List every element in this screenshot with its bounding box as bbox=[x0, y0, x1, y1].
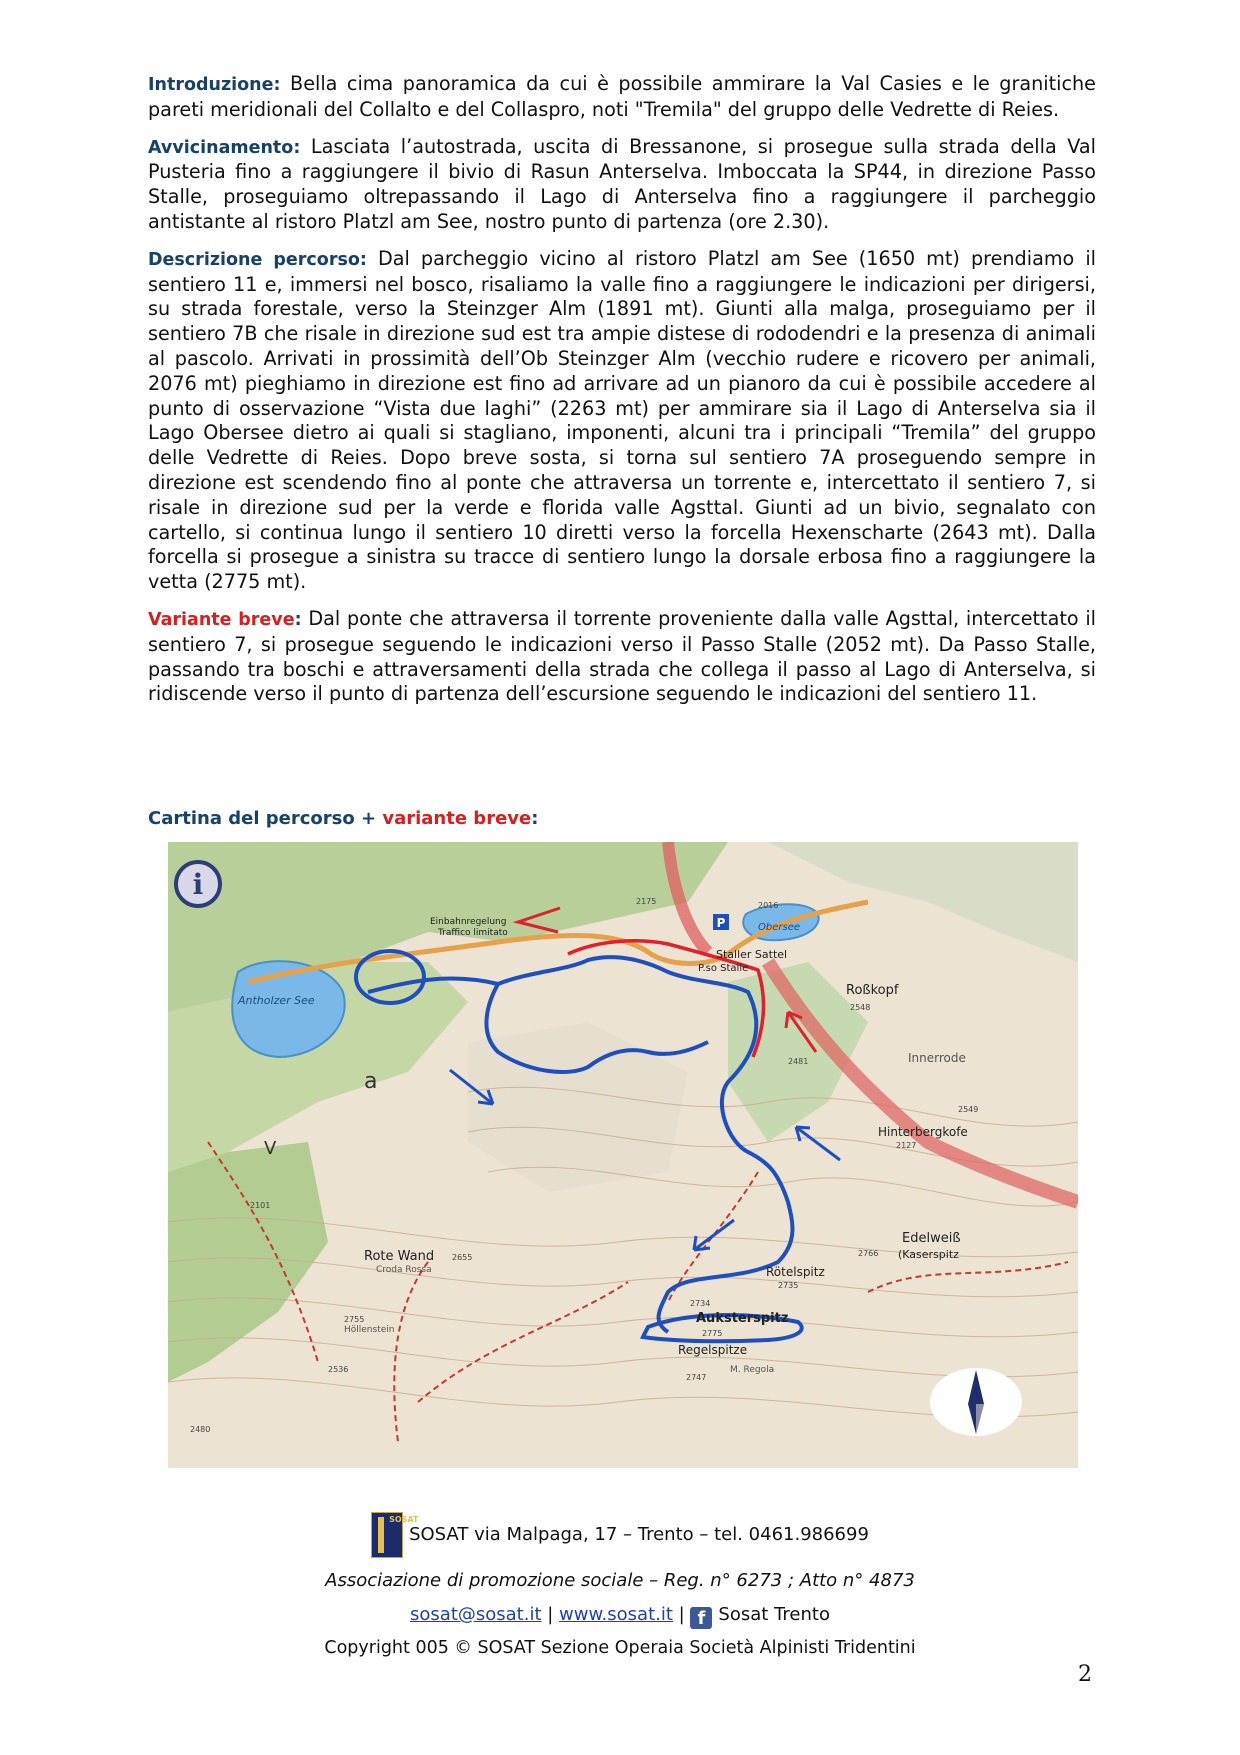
label-letter-a: a bbox=[364, 1069, 378, 1094]
label-rotewand: Rote Wand bbox=[364, 1249, 435, 1264]
variant-paragraph bbox=[148, 607, 1096, 707]
route-text: Dal parcheggio vicino al ristoro Platzl am See (1650 mt) prendiamo il sentiero 11 e, immersi nel bosco, risaliamo la valle fino a raggiungere le indicazioni per dirigersi, su strada forestale, verso la Steinzger Alm (1891 mt). Giunti alla malga, proseguiamo per il sentiero 7B che risale in direzione sud est tra ampie distese di rododendri e la presenza di animali al pascolo. Arrivati in prossimità dell’Ob Steinzger Alm (vecchio rudere e ricovero per animali, 2076 mt) pieghiamo in direzione est fino ad arrivare ad un pianoro da cui è possibile accedere al punto di osservazione “Vista due laghi” (2263 mt) per ammirare sia il Lago di Anterselva sia il Lago Obersee dietro ai quali si stagliano, imponenti, alcuni tra i principali “Tremila” del gruppo delle Vedrette di Reies. Dopo breve sosta, si torna sul sentiero 7A proseguendo sempre in direzione est scendendo fino al ponte che attraversa un torrente e, intercettato il sentiero 7, si risale in direzione sud per la verde e florida valle Agsttal. Giunti ad un bivio, segnalato con cartello, si continua lungo il sentiero 10 diretti verso la forcella Hexenscharte (2643 mt). Dalla forcella si prosegue a sinistra su tracce di sentiero lungo la dorsale erbosa fino a raggiungere la vetta (2775 mt). bbox=[148, 246, 1096, 594]
label-hinterberg: Hinterbergkofe bbox=[878, 1125, 968, 1139]
facebook-label[interactable]: Sosat Trento bbox=[718, 1604, 830, 1625]
document-body bbox=[148, 72, 1096, 719]
label-antholzer: Antholzer See bbox=[238, 994, 315, 1007]
elev-2480: 2480 bbox=[190, 1425, 211, 1434]
elev-2481: 2481 bbox=[788, 1057, 809, 1066]
footer-separator: | bbox=[672, 1604, 691, 1625]
sosat-logo-text: SOSAT bbox=[389, 1515, 419, 1524]
label-staller: Staller Sattel bbox=[716, 948, 788, 961]
route-paragraph bbox=[148, 247, 1096, 595]
label-letter-v: V bbox=[264, 1138, 277, 1159]
elev-2536: 2536 bbox=[328, 1365, 349, 1374]
label-hollenstein: Höllenstein bbox=[344, 1325, 395, 1335]
route-heading: Descrizione percorso: bbox=[148, 249, 367, 270]
footer-separator: | bbox=[541, 1604, 560, 1625]
elev-2101: 2101 bbox=[250, 1201, 271, 1210]
intro-heading: Introduzione: bbox=[148, 75, 281, 95]
facebook-icon[interactable]: f bbox=[690, 1607, 712, 1629]
intro-paragraph bbox=[148, 72, 1096, 123]
email-link[interactable]: sosat@sosat.it bbox=[410, 1604, 542, 1625]
footer-address: SOSAT via Malpaga, 17 – Trento – tel. 0461.986699 bbox=[409, 1524, 869, 1545]
label-passo: P.so Stalle bbox=[698, 963, 749, 974]
elev-2549: 2549 bbox=[958, 1105, 979, 1114]
route-map-svg bbox=[168, 842, 1078, 1468]
approach-heading: Avvicinamento: bbox=[148, 137, 301, 158]
elev-2734: 2734 bbox=[690, 1299, 711, 1308]
label-einbahn1: Einbahnregelung bbox=[430, 917, 507, 927]
footer-association: Associazione di promozione sociale – Reg. n° 6273 ; Atto n° 4873 bbox=[325, 1570, 915, 1591]
elev-2755: 2755 bbox=[344, 1315, 365, 1324]
elev-2127: 2127 bbox=[896, 1141, 917, 1150]
label-einbahn2: Traffico limitato bbox=[438, 928, 508, 938]
elev-2775: 2775 bbox=[702, 1329, 723, 1338]
footer-copyright: Copyright 005 © SOSAT Sezione Operaia Società Alpinisti Tridentini bbox=[324, 1638, 916, 1658]
approach-paragraph bbox=[148, 135, 1096, 235]
page-number: 2 bbox=[1078, 1662, 1092, 1687]
variant-heading: Variante breve bbox=[148, 609, 295, 630]
label-mregola: M. Regola bbox=[730, 1365, 775, 1375]
label-crodarossa: Croda Rossa bbox=[376, 1265, 432, 1275]
variant-colon: : bbox=[294, 609, 302, 630]
label-edelweiss: Edelweiß bbox=[902, 1231, 961, 1246]
label-auksterspitz: Auksterspitz bbox=[696, 1311, 789, 1326]
map-caption-part2: variante breve bbox=[382, 808, 532, 829]
info-symbol: i bbox=[192, 868, 204, 901]
elev-2766: 2766 bbox=[858, 1249, 879, 1258]
elev-2735: 2735 bbox=[778, 1281, 799, 1290]
elev-2747: 2747 bbox=[686, 1373, 707, 1382]
label-innerrode: Innerrode bbox=[908, 1051, 966, 1065]
approach-text: Lasciata l’autostrada, uscita di Bressanone, si prosegue sulla strada della Val Pusteria fino a raggiungere il bivio di Rasun Anterselva. Imboccata la SP44, in direzione Passo Stalle, proseguiamo oltrepassando il Lago di Anterselva fino a raggiungere il parcheggio antistante al ristoro Platzl am See, nostro punto di partenza (ore 2.30). bbox=[148, 134, 1096, 233]
route-map bbox=[168, 842, 1078, 1468]
elev-2548: 2548 bbox=[850, 1003, 871, 1012]
label-rosskopf: Roßkopf bbox=[846, 983, 899, 998]
label-regelspitze: Regelspitze bbox=[678, 1343, 748, 1357]
sosat-logo bbox=[371, 1512, 419, 1558]
label-obersee: Obersee bbox=[758, 922, 800, 933]
map-caption bbox=[148, 808, 538, 829]
intro-text: Bella cima panoramica da cui è possibile ammirare la Val Casies e le granitiche pareti meridionali del Collalto e del Collaspro, noti "Tremila" del gruppo delle Vedrette di Reies. bbox=[148, 72, 1096, 121]
variant-text: Dal ponte che attraversa il torrente proveniente dalla valle Agsttal, intercettato il sentiero 7, si prosegue seguendo le indicazioni verso il Passo Stalle (2052 mt). Da Passo Stalle, passando tra boschi e attraversamenti della strada che collega il passo al Lago di Anterselva, si ridiscende verso il punto di partenza dell’escursione seguendo le indicazioni del sentiero 11. bbox=[148, 606, 1097, 706]
elev-2175: 2175 bbox=[636, 897, 657, 906]
elev-2016: 2016 bbox=[758, 901, 779, 910]
footer-links-line bbox=[0, 1604, 1240, 1629]
map-caption-part3: : bbox=[531, 808, 539, 829]
elev-2655: 2655 bbox=[452, 1253, 473, 1262]
parking-symbol: P bbox=[716, 916, 726, 930]
label-rotelspitz: Rötelspitz bbox=[766, 1265, 825, 1279]
footer-address-line bbox=[0, 1512, 1240, 1558]
map-caption-part1: Cartina del percorso + bbox=[148, 808, 383, 829]
label-kaserspitz: (Kaserspitz bbox=[898, 1248, 959, 1261]
website-link[interactable]: www.sosat.it bbox=[559, 1604, 673, 1625]
